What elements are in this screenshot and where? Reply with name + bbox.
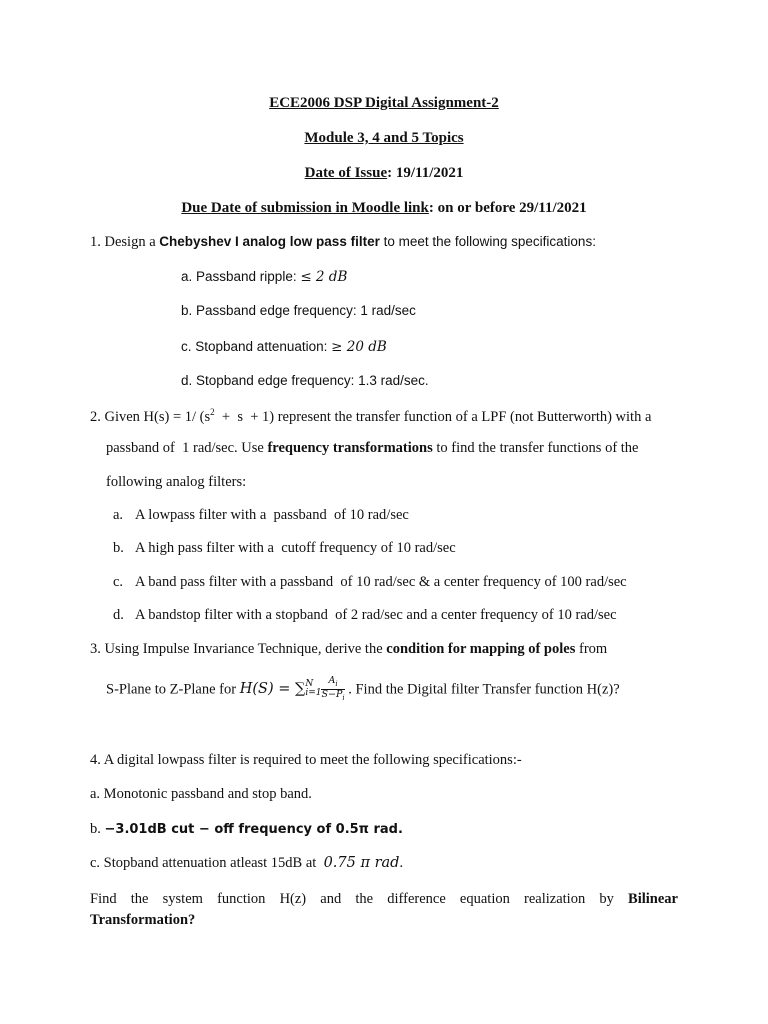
q1-item-b-text: b. Passband edge frequency: 1 rad/sec bbox=[181, 303, 416, 318]
q2-line1-a: 2. Given H(s) = 1/ (s bbox=[90, 409, 211, 425]
q3-line1-b: from bbox=[575, 641, 608, 657]
question-1 bbox=[90, 234, 596, 251]
q1-item-b bbox=[181, 303, 416, 318]
question-4-intro: 4. A digital lowpass filter is required to meet the following specifications:- bbox=[90, 752, 522, 768]
q3-sum-lower: i=1 bbox=[305, 688, 322, 699]
q2-item-b-text: A high pass filter with a cutoff frequency of 10 rad/sec bbox=[135, 540, 456, 556]
q2-item-a-text: A lowpass filter with a passband of 10 rad/sec bbox=[135, 507, 409, 523]
q2-item-c-text: A band pass filter with a passband of 10 rad/sec & a center frequency of 100 rad/sec bbox=[135, 574, 627, 590]
q1-bold: Chebyshev I analog low pass filter bbox=[159, 234, 380, 249]
q2-line2-b: to find the transfer functions of the bbox=[432, 440, 639, 456]
q1-item-d-text: d. Stopband edge frequency: 1.3 rad/sec. bbox=[181, 373, 429, 388]
q2-item-d-text: A bandstop filter with a stopband of 2 rad/sec and a center frequency of 10 rad/sec bbox=[135, 607, 617, 623]
q3-fraction bbox=[321, 676, 344, 703]
q3-formula bbox=[239, 675, 345, 702]
q2-item-c bbox=[113, 574, 627, 591]
q2-item-b-marker: b. bbox=[113, 540, 124, 556]
q3-frac-num-sub: i bbox=[335, 679, 338, 688]
issue-label: Date of Issue bbox=[304, 165, 388, 181]
q3-line2-a: S-Plane to Z-Plane for bbox=[106, 681, 240, 698]
q3-formula-lhs: H(S) = ∑ bbox=[239, 681, 306, 698]
q3-frac-num bbox=[321, 676, 344, 690]
question-2-line-1 bbox=[90, 407, 651, 426]
q4-find-bold: Bilinear bbox=[628, 891, 678, 907]
q1-suffix: to meet the following specifications: bbox=[379, 234, 596, 249]
q3-frac-den-text: S−P bbox=[321, 688, 343, 700]
q4-item-b bbox=[90, 821, 403, 838]
due-date bbox=[0, 200, 768, 217]
q1-prefix: 1. Design a bbox=[90, 234, 160, 250]
q2-line2-bold: frequency transformations bbox=[267, 440, 433, 456]
q2-item-c-marker: c. bbox=[113, 574, 124, 590]
q3-frac-num-text: A bbox=[328, 675, 336, 686]
q3-sum-limits bbox=[305, 680, 321, 698]
q4-find-line bbox=[90, 891, 678, 908]
issue-value: : 19/11/2021 bbox=[387, 165, 464, 181]
modules-heading: Module 3, 4 and 5 Topics bbox=[304, 130, 464, 146]
q2-item-d bbox=[113, 607, 617, 624]
q3-sum-upper: N bbox=[305, 679, 314, 690]
issue-date bbox=[0, 165, 768, 182]
q4-find-bold-2: Transformation? bbox=[90, 912, 196, 928]
q4-item-b-math: −3.01dB cut − off frequency of 0.5π rad. bbox=[104, 822, 403, 837]
q2-superscript: 2 bbox=[210, 407, 215, 417]
q1-item-d bbox=[181, 373, 429, 388]
q3-frac-den bbox=[321, 690, 344, 703]
question-2-line-3: following analog filters: bbox=[106, 474, 247, 490]
question-3-line-2 bbox=[106, 676, 620, 703]
q2-line1-b: + s + 1) represent the transfer function of a LPF (not Butterworth) with a bbox=[214, 409, 652, 425]
q1-item-c bbox=[181, 339, 387, 355]
q3-frac-den-sub: i bbox=[342, 693, 345, 702]
q4-item-c bbox=[90, 855, 403, 872]
question-3-line-1 bbox=[90, 641, 607, 658]
q1-item-c-math: ≥ 20 dB bbox=[331, 339, 387, 355]
q4-item-c-suffix: . bbox=[399, 855, 404, 871]
q2-item-b bbox=[113, 540, 456, 557]
q3-line1-bold: condition for mapping of poles bbox=[386, 641, 576, 657]
q1-item-a-math: ≤ 2 dB bbox=[300, 269, 348, 285]
q3-line1-a: 3. Using Impulse Invariance Technique, derive the bbox=[90, 641, 387, 657]
q1-item-a-text: a. Passband ripple: bbox=[181, 269, 301, 284]
q4-find-text: Find the system function H(z) and the difference equation realization by bbox=[90, 891, 629, 907]
q1-item-c-text: c. Stopband attenuation: bbox=[181, 339, 332, 354]
q4-item-a: a. Monotonic passband and stop band. bbox=[90, 786, 312, 802]
q2-line2-a: passband of 1 rad/sec. Use bbox=[106, 440, 268, 456]
q4-find-line-2 bbox=[90, 912, 195, 929]
q4-item-b-prefix: b. bbox=[90, 821, 105, 837]
due-label: Due Date of submission in Moodle link bbox=[181, 200, 429, 216]
q2-item-d-marker: d. bbox=[113, 607, 124, 623]
q2-item-a-marker: a. bbox=[113, 507, 124, 523]
question-2-line-2 bbox=[106, 440, 639, 457]
q3-line2-b: . Find the Digital filter Transfer function H(z)? bbox=[344, 681, 620, 698]
q4-item-c-math: 0.75 π rad bbox=[323, 855, 400, 871]
q1-item-a bbox=[181, 269, 347, 285]
q4-item-c-prefix: c. Stopband attenuation atleast 15dB at bbox=[90, 855, 324, 871]
assignment-title: ECE2006 DSP Digital Assignment-2 bbox=[269, 95, 499, 111]
due-value: : on or before 29/11/2021 bbox=[428, 200, 587, 216]
q2-item-a bbox=[113, 507, 409, 524]
